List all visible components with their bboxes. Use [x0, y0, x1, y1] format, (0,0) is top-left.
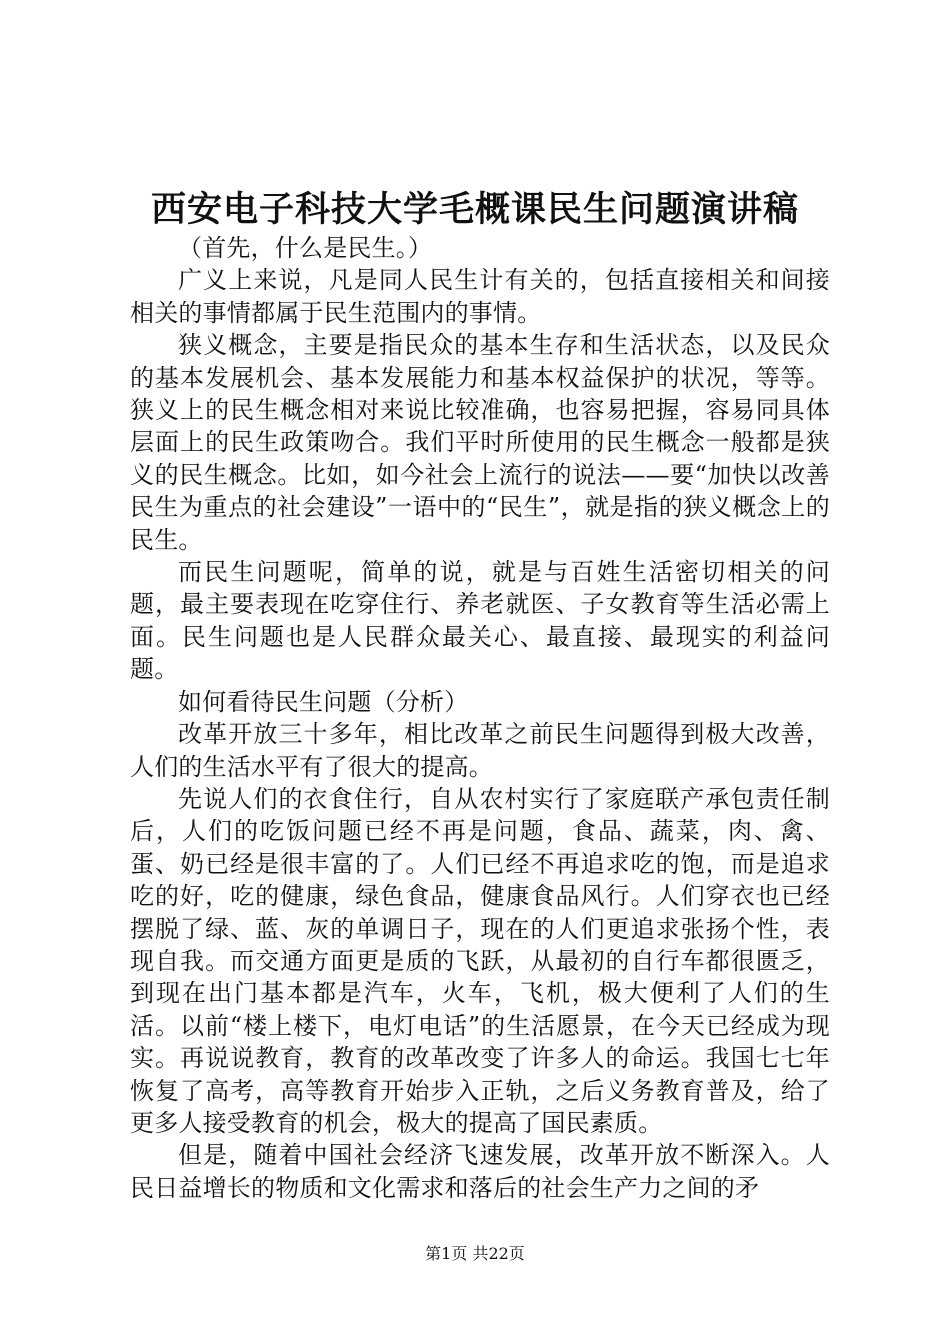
paragraph: 改革开放三十多年，相比改革之前民生问题得到极大改善，人们的生活水平有了很大的提高。 — [130, 720, 830, 781]
document-title: 西安电子科技大学毛概课民生问题演讲稿 — [150, 189, 799, 230]
section-heading: 如何看待民生问题（分析） — [178, 687, 469, 716]
paragraph: 先说人们的衣食住行，自从农村实行了家庭联产承包责任制后，人们的吃饭问题已经不再是问题，食品、蔬菜，肉、禽、蛋、奶已经是很丰富的了。人们已经不再追求吃的饱，而是追求吃的好，吃的健康，绿色食品，健康食品风行。人们穿衣也已经摆脱了绿、蓝、灰的单调日子，现在的人们更追求张扬个性，表现自我。而交通方面更是质的飞跃，从最初的自行车都很匮乏，到现在出门基本都是汽车，火车，飞机，极大便利了人们的生活。以前“楼上楼下，电灯电话”的生活愿景，在今天已经成为现实。再说说教育，教育的改革改变了许多人的命运。我国七七年恢复了高考，高等教育开始步入正轨，之后义务教育普及，给了更多人接受教育的机会，极大的提高了国民素质。 — [130, 784, 830, 1137]
document-body — [130, 232, 830, 1204]
paragraph: 但是，随着中国社会经济飞速发展，改革开放不断深入。人民日益增长的物质和文化需求和落后的社会生产力之间的矛 — [130, 1141, 830, 1202]
paragraph: 狭义概念，主要是指民众的基本生存和生活状态，以及民众的基本发展机会、基本发展能力和基本权益保护的状况，等等。狭义上的民生概念相对来说比较准确，也容易把握，容易同具体层面上的民生政策吻合。我们平时所使用的民生概念一般都是狭义的民生概念。比如，如今社会上流行的说法——要“加快以改善民生为重点的社会建设”一语中的“民生”，就是指的狭义概念上的民生。 — [130, 331, 830, 554]
paragraph: 广义上来说，凡是同人民生计有关的，包括直接相关和间接相关的事情都属于民生范围内的事情。 — [130, 266, 830, 327]
paragraph: （首先，什么是民生。） — [178, 234, 433, 262]
page-footer: 第1页 共22页 — [425, 1244, 525, 1263]
paragraph: 而民生问题呢，简单的说，就是与百姓生活密切相关的问题，最主要表现在吃穿住行、养老就医、子女教育等生活必需上面。民生问题也是人民群众最关心、最直接、最现实的利益问题。 — [130, 558, 830, 684]
